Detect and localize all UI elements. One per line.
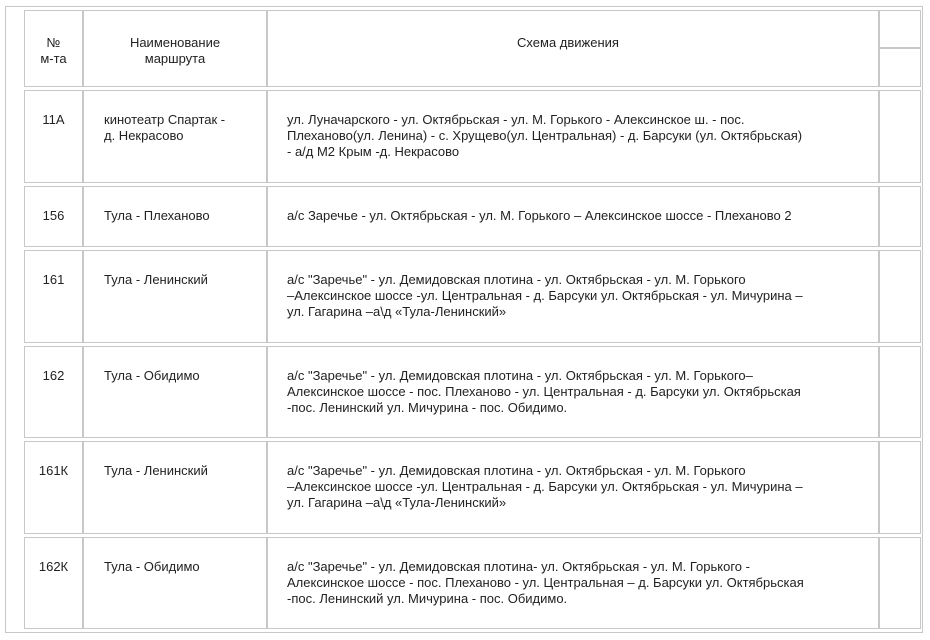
header-number-line2: м-та	[40, 51, 67, 66]
row-scheme-cell	[267, 90, 879, 183]
route-scheme-line: Плеханово(ул. Ленина) - с. Хрущево(ул. Центральная) - д. Барсуки (ул. Октябрьская)	[287, 128, 803, 143]
route-name-line: д. Некрасово	[104, 128, 184, 143]
route-scheme-line: а/с "Заречье" - ул. Демидовская плотина - ул. Октябрьская - ул. М. Горького–	[287, 368, 753, 383]
route-scheme-line: - а/д М2 Крым -д. Некрасово	[287, 144, 460, 159]
row-extra-cell	[879, 441, 921, 534]
header-extra-cell-top	[879, 10, 921, 48]
row-number-cell	[24, 346, 83, 438]
row-number-cell	[24, 441, 83, 534]
row-name-cell	[83, 90, 267, 183]
route-scheme-line: -пос. Ленинский ул. Мичурина - пос. Обидимо.	[287, 591, 568, 606]
row-name-cell	[83, 186, 267, 247]
route-name-line: Тула - Обидимо	[104, 559, 200, 574]
header-name-cell	[83, 10, 267, 87]
header-scheme-label: Схема движения	[517, 35, 619, 50]
route-number: 162	[42, 368, 65, 383]
row-number-cell	[24, 90, 83, 183]
row-scheme-cell	[267, 537, 879, 629]
row-name-cell	[83, 537, 267, 629]
row-extra-cell	[879, 537, 921, 629]
route-scheme-line: ул. Гагарина –а\д «Тула-Ленинский»	[287, 304, 507, 319]
header-name-line2: маршрута	[144, 51, 206, 66]
route-scheme-line: а/с Заречье - ул. Октябрьская - ул. М. Горького – Алексинское шоссе - Плеханово 2	[287, 208, 792, 223]
route-scheme-line: Алексинское шоссе - пос. Плеханово - ул. Центральная - д. Барсуки ул. Октябрьская	[287, 384, 801, 399]
route-name-line: Тула - Обидимо	[104, 368, 200, 383]
row-name-cell	[83, 250, 267, 343]
route-scheme-line: ул. Луначарского - ул. Октябрьская - ул. М. Горького - Алексинское ш. - пос.	[287, 112, 745, 127]
route-scheme-line: Алексинское шоссе - пос. Плеханово - ул. Центральная – д. Барсуки ул. Октябрьская	[287, 575, 804, 590]
route-name-line: кинотеатр Спартак -	[104, 112, 226, 127]
route-scheme-line: а/с "Заречье" - ул. Демидовская плотина - ул. Октябрьская - ул. М. Горького	[287, 463, 746, 478]
header-number-cell	[24, 10, 83, 87]
route-number: 162К	[38, 559, 69, 574]
route-name-line: Тула - Ленинский	[104, 463, 208, 478]
row-number-cell	[24, 537, 83, 629]
route-scheme-line: –Алексинское шоссе -ул. Центральная - д. Барсуки ул. Октябрьская - ул. Мичурина –	[287, 479, 803, 494]
header-extra-cell-bottom	[879, 48, 921, 87]
row-extra-cell	[879, 250, 921, 343]
header-name-line1: Наименование	[129, 35, 221, 50]
route-number: 161К	[38, 463, 69, 478]
row-name-cell	[83, 346, 267, 438]
route-name-line: Тула - Ленинский	[104, 272, 208, 287]
route-scheme-line: а/с "Заречье" - ул. Демидовская плотина - ул. Октябрьская - ул. М. Горького	[287, 272, 746, 287]
row-number-cell	[24, 250, 83, 343]
route-number: 11А	[42, 112, 65, 127]
row-number-cell	[24, 186, 83, 247]
route-number: 156	[42, 208, 65, 223]
route-number: 161	[42, 272, 65, 287]
header-number-line1: №	[46, 35, 61, 50]
route-scheme-line: ул. Гагарина –а\д «Тула-Ленинский»	[287, 495, 507, 510]
row-name-cell	[83, 441, 267, 534]
route-name-line: Тула - Плеханово	[104, 208, 210, 223]
row-scheme-cell	[267, 346, 879, 438]
row-extra-cell	[879, 346, 921, 438]
row-extra-cell	[879, 186, 921, 247]
header-scheme-cell	[267, 10, 879, 87]
route-scheme-line: а/с "Заречье" - ул. Демидовская плотина- ул. Октябрьская - ул. М. Горького -	[287, 559, 750, 574]
row-extra-cell	[879, 90, 921, 183]
row-scheme-cell	[267, 250, 879, 343]
routes-table	[5, 6, 923, 633]
route-scheme-line: –Алексинское шоссе -ул. Центральная - д. Барсуки ул. Октябрьская - ул. Мичурина –	[287, 288, 803, 303]
row-scheme-cell	[267, 441, 879, 534]
route-scheme-line: -пос. Ленинский ул. Мичурина - пос. Обидимо.	[287, 400, 568, 415]
row-scheme-cell	[267, 186, 879, 247]
